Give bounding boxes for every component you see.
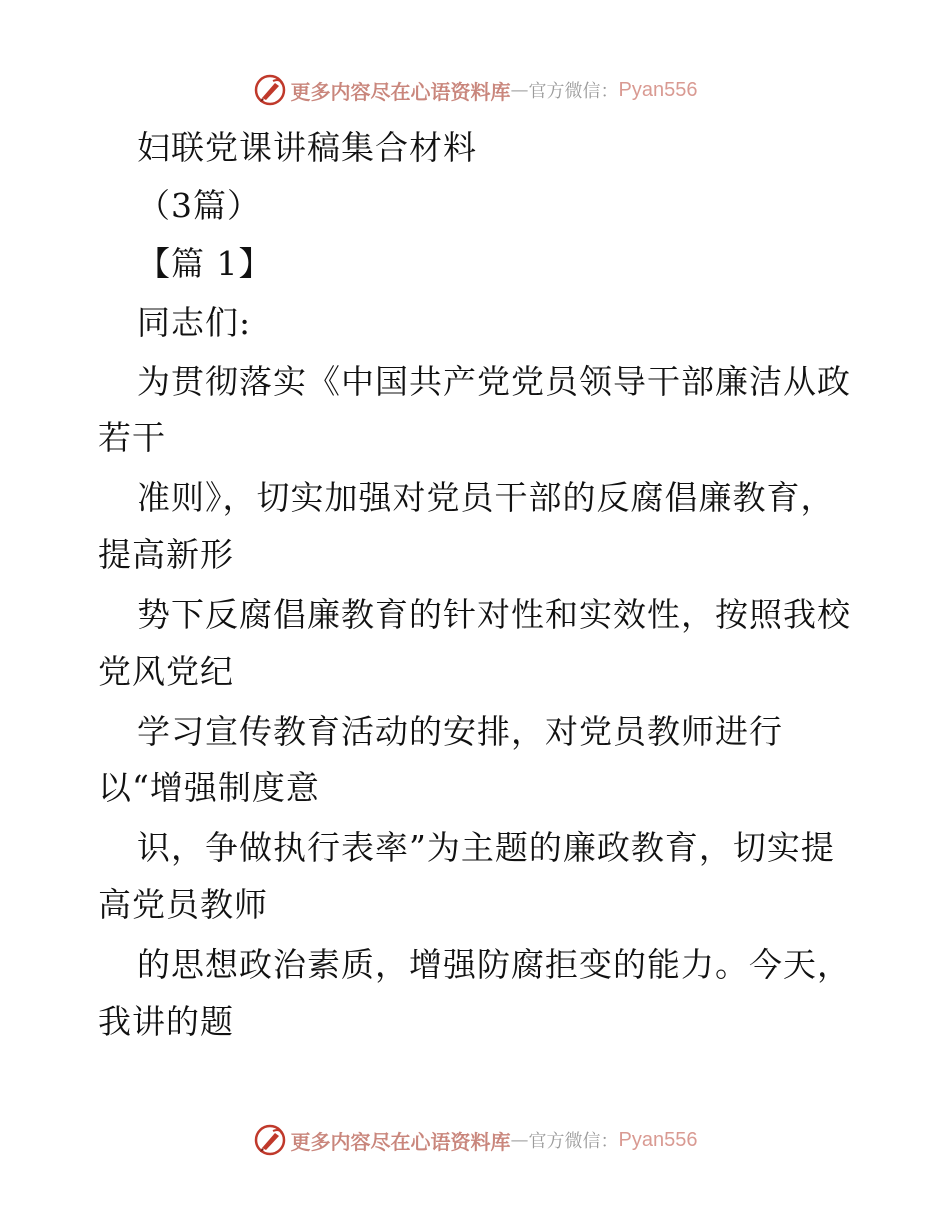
body-line: 识，争做执行表率”为主题的廉政教育，切实提	[137, 828, 835, 867]
header-wechat-label: 官方微信：	[528, 81, 619, 102]
body-line: 以“增强制度意	[98, 768, 320, 807]
body-line: 高党员教师	[98, 885, 268, 924]
body-line: 提高新形	[98, 535, 234, 574]
body-line: 若干	[98, 418, 166, 457]
body-line: 为贯彻落实《中国共产党党员领导干部廉洁从政	[137, 362, 851, 401]
header-brand-text: 更多内容尽在心语资料库	[290, 79, 511, 104]
document-subtitle: （3篇）	[137, 186, 261, 225]
document-title: 妇联党课讲稿集合材料	[137, 128, 477, 167]
greeting-line: 同志们:	[137, 303, 252, 342]
header-dash: —	[510, 79, 529, 101]
footer-dash: —	[510, 1129, 529, 1151]
body-line: 学习宣传教育活动的安排，对党员教师进行	[137, 712, 783, 751]
footer-brand-text: 更多内容尽在心语资料库	[290, 1129, 511, 1154]
body-line: 党风党纪	[98, 652, 234, 691]
header-wechat-id: Pyan556	[618, 78, 698, 101]
section-heading: 【篇 1】	[137, 244, 273, 283]
body-line: 准则》，切实加强对党员干部的反腐倡廉教育，	[137, 478, 835, 517]
footer-wechat-id: Pyan556	[618, 1128, 698, 1151]
body-line: 势下反腐倡廉教育的针对性和实效性，按照我校	[137, 595, 851, 634]
footer-banner	[0, 1120, 950, 1160]
pen-circle-logo-icon	[253, 1123, 287, 1157]
pen-circle-logo-icon	[253, 73, 287, 107]
body-line: 的思想政治素质，增强防腐拒变的能力。今天，	[137, 945, 851, 984]
header-banner	[0, 70, 950, 110]
body-line: 我讲的题	[98, 1002, 234, 1041]
footer-wechat-label: 官方微信：	[528, 1131, 619, 1152]
